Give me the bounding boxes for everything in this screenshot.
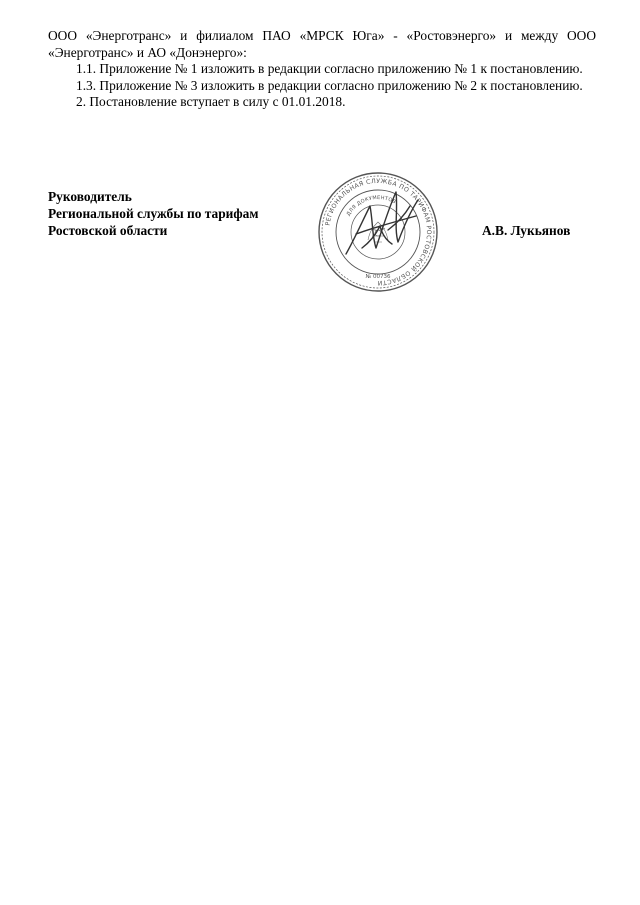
paragraph-parties: ООО «Энерготранс» и филиалом ПАО «МРСК Юга» - «Ростовэнерго» и между ООО «Энерготранс» и АО «Донэнерго»:	[48, 28, 596, 60]
stamp-inner-text: ДЛЯ ДОКУМЕНТОВ	[345, 194, 397, 218]
position-line-2: Региональной службы по тарифам	[48, 206, 259, 221]
signatory-position	[48, 188, 258, 239]
signatory-name: А.В. Лукьянов	[482, 223, 571, 238]
stamp-number: № 00736	[365, 274, 391, 280]
paragraph-item-1-3: 1.3. Приложение № 3 изложить в редакции согласно приложению № 2 к постановлению.	[76, 77, 583, 93]
official-seal-stamp	[316, 170, 440, 294]
stamp-outer-dotted-ring	[322, 176, 434, 288]
stamp-outer-text: РЕГИОНАЛЬНАЯ СЛУЖБА ПО ТАРИФАМ РОСТОВСКОЙ ОБЛАСТИ	[324, 177, 433, 287]
resolution-text	[48, 28, 596, 111]
paragraph-item-2: 2. Постановление вступает в силу с 01.01.2018.	[76, 94, 346, 110]
stamp-middle-ring	[336, 190, 420, 274]
position-line-1: Руководитель	[48, 189, 132, 204]
position-line-3: Ростовской области	[48, 223, 168, 238]
paragraph-item-1-1: 1.1. Приложение № 1 изложить в редакции согласно приложению № 1 к постановлению.	[76, 61, 583, 77]
